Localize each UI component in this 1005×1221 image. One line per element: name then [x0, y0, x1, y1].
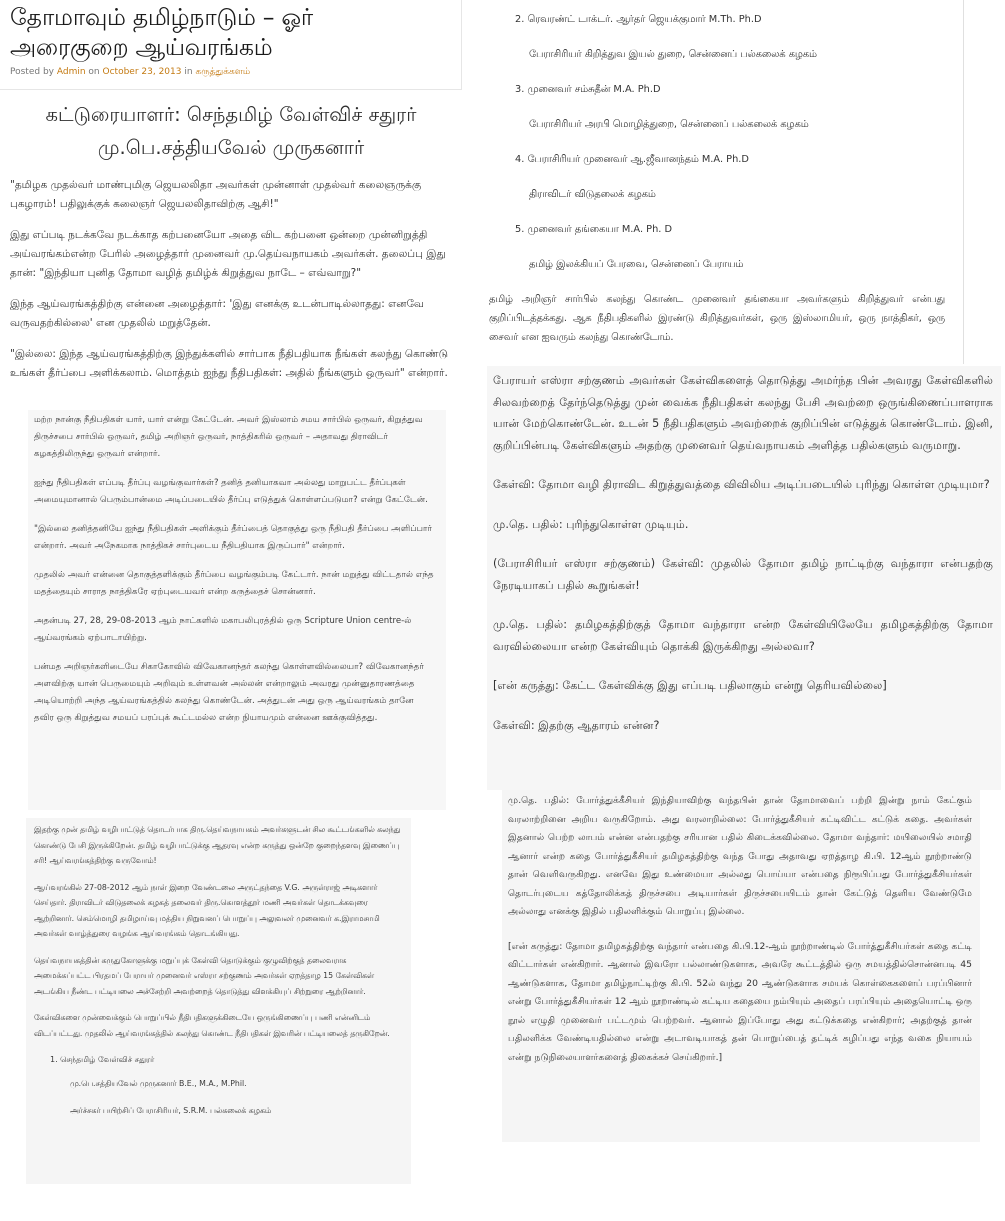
judge-list-detail: தமிழ் இலக்கியப் பேரவை, சென்னைப் பேராயம் [529, 259, 744, 270]
judge-list-item: 1. செந்தமிழ் வேள்விச் சதுரர் [50, 1055, 155, 1064]
answer: மு.தெ. பதில்: புரிந்துகொள்ள முடியும். [493, 517, 689, 531]
paragraph: இந்த ஆய்வரங்கத்திற்கு என்னை அழைத்தார்: 'இது எனக்கு உடன்பாடில்லாதது: எனவே வருவதற்கில்லை' என முதலில் மறுத்தேன். [10, 298, 424, 329]
paragraph: ஆய்வரங்கில் 27-08-2012 ஆம் நாள் இறை வேண்டலை அருட்தந்தை V.G. அருள்ராஜ் அடிகளார் செய்தார். திராவிடர் விடுதலைக் கழகத் தலைவர் திரு.கொளத்தூர் மணி அவர்கள் தொடக்கவுரை ஆற்றினார். செம்மொழி தமிழாய்வு மத்திய நிறுவனப் பொறுப்பு அலுவலர் முனைவர் க.இராமசாமி அவர்கள் வாழ்த்துரை வழங்க ஆய்வரங்கம் தொடங்கியது. [34, 882, 380, 938]
paragraph: கேள்விகளை முன்வைக்கும் பொறுப்பில் நீதிபதிகளுக்கிடையே ஒருங்கிணைப்பு பணி என்னிடம் விடப்பட்டது. முதலில் ஆய்வரங்கத்தில் கலந்து கொண்ட நீதிபதிகள் இவரின் பட்டியலைத் தருகிறேன். [34, 1013, 390, 1038]
paragraph: பேராயர் எஸ்ரா சற்குணம் அவர்கள் கேள்விகளைத் தொடுத்து அமர்ந்த பின் அவரது கேள்விகளில் சிலவற்றைத் தேர்ந்தெடுத்து முன் வைக்க நீதிபதிகள் கலந்து பேசி அவற்றை ஒருங்கிணைப்பாளராக யான் மேற்கொண்டேன். உடன் 5 நீதிபதிகளும் அவற்றைக் குறிப்பின் எடுத்துக் கொண்டோம். இனி, குறிப்பின்படி கேள்விகளும் அதற்கு முனைவர் தெய்வநாயகம் அளித்த பதில்களும் வருமாறு. [493, 374, 993, 452]
author-heading-line2: மு.பெ.சத்தியவேல் முருகனார் [97, 136, 365, 159]
judge-list-item: 4. பேராசிரியர் முனைவர் ஆ.ஜீவானந்தம் M.A. Ph.D [515, 154, 749, 165]
post-header [0, 0, 462, 90]
article-section-judges [28, 410, 446, 810]
judge-list-detail: பேராசிரியர் அரபி மொழித்துறை, சென்னைப் பல்கலைக் கழகம் [529, 119, 809, 130]
paragraph: முதலில் அவர் என்னை தொகுத்தளிக்கும் தீர்ப்பை வழங்கும்படி கேட்டார். நான் மறுத்து விட்டதால் எந்த மதத்தையும் சாராத நாத்திகரே ஏற்புடையவர் என்ற கருத்தைச் சொன்னார். [34, 570, 434, 597]
meta-on: on [88, 67, 100, 77]
article-section-answer [502, 790, 980, 1142]
paragraph: தெய்வநாயகத்தின் கருதுகோளுக்கு மறுப்புக் கேள்வி தொடுக்கும் குழுவிற்குத் தலைவராக அமைக்கப்பட்ட பிரதமப் பேராயர் முனைவர் எஸ்ரா சற்குணம் அவர்கள் ஏறத்தாழ 15 கேள்விகள் அடங்கிய நீண்ட பட்டியலை அச்சேற்றி அவற்றைத் தொடுத்து விளக்கியுப் சிற்றுரை ஆற்றினார். [34, 955, 374, 996]
answer: மு.தெ. பதில்: போர்த்துக்கீசியர் இந்தியாவிற்கு வந்தபின் தான் தோமாவைப் பற்றி இன்று நாம் கேட்கும் வரலாற்றினை அறிய வருகிறோம். அது வரலாறில்லை: போர்த்துகீசியர் கட்டிவிட்ட கட்டுக் கதை. அவர்கள் இதனால் பெற்ற லாபம் என்ன என்பதற்கு சரியான பதில் கிடைக்கவில்லை. தோமா வந்தார்: மயிலையில் சமாதி ஆனார் என்ற கதை போர்த்துகீசியர் தமிழகத்திற்கு வந்த போது அதாவது ஏறத்தாழ கி.பி. 12ஆம் நூற்றாண்டு தான் வெளிவருகிறது. எனவே இது உண்மையா அல்லது பொய்யா என்பதை நிரூபிப்பது போர்த்துகீசியர்கள் தொடர்புடைய கத்தோலிக்கத் திருச்சபை அடியார்கள் திருச்சபையிடம் தான் கேட்டுத் தெளிய வேண்டுமே அல்லாது எனக்கு இதில் பதிலளிக்கும் பொறுப்பு இல்லை. [508, 795, 972, 917]
article-intro [2, 94, 458, 406]
meta-in: in [184, 67, 193, 77]
date-link[interactable]: October 23, 2013 [102, 67, 182, 77]
meta-posted-by: Posted by [10, 67, 54, 77]
post-meta [10, 67, 451, 78]
paragraph: பன்மத அறிஞர்களிடையே சிகாகோவில் விவேகானந்தர் கலந்து கொள்ளவில்லையா? விவேகானந்தர் அளவிற்கு யான் பெருமையும் அறிவும் உள்ளவன் அல்லன் என்றாலும் அவரது முன்னுதாரணத்தை அடியொற்றி அந்த ஆய்வரங்கத்தில் கலந்து கொண்டேன். அத்துடன் அது ஒரு ஆய்வரங்கம் தானே தவிர ஒரு கிறுத்துவ சமயப் பரப்புக் கூட்டமல்ல என்ற நியாயமும் என்னை ஊக்குவித்தது. [34, 662, 424, 723]
judge-list-item: 2. ரெவரண்ட் டாக்டர். ஆர்தர் ஜெயக்குமார் M.Th. Ph.D [515, 14, 762, 25]
paragraph: மற்ற நான்கு நீதிபதிகள் யார், யார் என்று கேட்டேன். அவர் இஸ்லாம் சமய சார்பில் ஒருவர், கிறுத்துவ திருச்சபை சார்பில் ஒருவர், தமிழ் அறிஞர் ஒருவர், நாத்திகரில் ஒருவர் – அதாவது திராவிடர் கழகத்திலிருந்து ஒருவர் என்றார். [34, 415, 423, 459]
judge-list-detail: அர்ச்சகர் பயிற்சிப் பேராசிரியர், S.R.M. பல்கலைக் கழகம் [70, 1106, 272, 1115]
judge-list-detail: பேராசிரியர் கிறித்துவ இயல் துறை, சென்னைப் பல்கலைக் கழகம் [529, 49, 817, 60]
paragraph: தமிழ் அறிஞர் சார்பில் கலந்து கொண்ட முனைவர் தங்கையா அவர்களும் கிறித்துவர் என்பது குறிப்பிடத்தக்கது. ஆக நீதிபதிகளில் இரண்டு கிறித்துவர்கள், ஒரு இஸ்லாமியர், ஒரு நாத்திகர், ஒரு சைவர் என ஐவரும் கலந்து கொண்டோம். [489, 294, 945, 343]
article-section-questions [487, 366, 1001, 790]
judge-list-detail: மு.பெ.சத்தியவேல் முருகனார் B.E., M.A., M.Phil. [70, 1078, 247, 1088]
author-link[interactable]: Admin [56, 67, 86, 77]
paragraph: "இல்லை: இந்த ஆய்வரங்கத்திற்கு இந்துக்களில் சார்பாக நீதிபதியாக நீங்கள் கலந்து கொண்டு உங்கள் தீர்ப்பை அளிக்கலாம். மொத்தம் ஐந்து நீதிபதிகள்: அதில் நீங்களும் ஒருவர்" என்றார். [10, 348, 449, 379]
paragraph: "தமிழக முதல்வர் மாண்புமிகு ஜெயலலிதா அவர்கள் முன்னாள் முதல்வர் கலைஞருக்கு புகழாரம்! பதிலுக்குக் கலைஞர் ஜெயலலிதாவிற்கு ஆசி!" [10, 179, 422, 210]
paragraph: "இல்லை தனித்தனியே ஐந்து நீதிபதிகள் அளிக்கும் தீர்ப்பைத் தொகுத்து ஒரு நீதிபதி தீர்ப்பை அளிப்பார் என்றார். அவர் அநேகமாக நாத்திகச் சார்புடைய நீதிபதியாக இருப்பார்" என்றார். [34, 524, 432, 551]
paragraph: இது எப்படி நடக்கவே நடக்காத கற்பனையோ அதை விட கற்பனை ஒன்றை முன்னிறுத்தி அய்வரங்கம்என்ற பேரில் அழைத்தார் முனைவர் மு.தெய்வநாயகம் அவர்கள். தலைப்பு இது தான்: "இந்தியா புனித தோமா வழித் தமிழ்க் கிறுத்துவ நாடே – எவ்வாறு?" [10, 229, 446, 279]
paragraph: அதன்படி 27, 28, 29-08-2013 ஆம் நாட்களில் மகாபலிபுரத்தில் ஒரு Scripture Union centre-ல் ஆய்வரங்கம் ஏற்பாடாயிற்று. [34, 616, 412, 643]
question: (பேராசிரியர் எஸ்ரா சற்குணம்) கேள்வி: முதலில் தோமா தமிழ் நாட்டிற்கு வந்தாரா என்பதற்கு நேரடியாகப் பதில் கூறுங்கள்! [493, 557, 993, 592]
judge-list-item: 5. முனைவர் தங்கையா M.A. Ph. D [515, 224, 673, 235]
answer: மு.தெ. பதில்: தமிழகத்திற்குத் தோமா வந்தாரா என்ற கேள்வியிலேயே தமிழகத்திற்கு தோமா வரவில்லையா என்ற கேள்வியும் தொக்கி இருக்கிறது அல்லவா? [493, 618, 993, 653]
author-heading-line1: கட்டுரையாளர்: செந்தமிழ் வேள்விச் சதுரர் [45, 103, 417, 126]
paragraph: ஐந்து நீதிபதிகள் எப்படி தீர்ப்பு வழங்குவார்கள்? தனித் தனியாகவா அல்லது மாறுபட்ட தீர்ப்புகள் அமையுமானால் பெரும்பான்மை அடிப்படையில் தீர்ப்பு எடுத்துக் கொள்ளப்படுமா? என்று கேட்டேன். [34, 478, 428, 505]
article-section-opening [26, 818, 411, 1184]
comment: [என் கருத்து: கேட்ட கேள்விக்கு இது எப்படி பதிலாகும் என்று தெரியவில்லை] [493, 679, 887, 692]
judge-list [483, 0, 964, 364]
judge-list-item: 3. முனைவர் சம்சுதீன் M.A. Ph.D [515, 84, 661, 95]
paragraph: இதற்கு முன் தமிழ் வழிபாட்டுத் தொடர்பாக திரு.தெய்வநாயகம் அவர்களுடன் சில கூட்டங்களில் கலந்து கொண்டு பேசி இருக்கிறேன். தமிழ் வழிபாட்டுக்கு ஆதரவு என்ற கருத்து ஒன்றே குறைந்தளவு இணைப்பு சரி! ஆய்வரங்கத்திற்கு வருவோம்! [34, 825, 401, 865]
comment: [என் கருத்து: தோமா தமிழகத்திற்கு வந்தார் என்பதை கி.பி.12-ஆம் நூற்றாண்டில் போர்த்துகீசியர்கள் கதை கட்டி விட்டார்கள் என்கிறார். ஆனால் இவரோ பல்லாண்டுகளாக, அவரே கூட்டத்தில் ஒரு சமயத்தில்சொன்னபடி 45 ஆண்டுகளாக, தோமா தமிழ்நாட்டிற்கு கி.பி. 52ல் வந்து 20 ஆண்டுகளாக சமயக் கொள்கைகளைப் பரப்பினார் என்று போர்த்துகீசியர்கள் 12 ஆம் நூறாண்டில் கட்டிய கதையை நம்பியும் அதைப் பரப்பியும் அதையொட்டி ஒரு நூல் எழுதி முனைவர் பட்டமும் பெற்றவர். ஆனால் இப்போது அது கட்டுக்கதை என்கிறார்; அதற்குத் தான் பதிலளிக்க வேண்டியதில்லை என்று அடாவடியாகத் தன் பொறுப்பைத் தட்டிக் கழிப்பது எந்த வகை நியாயம் என்று நடுநிலையாளர்களைத் திகைக்கச் செய்கிறார்.] [508, 940, 972, 1063]
post-title-line1: தோமாவும் தமிழ்நாடும் – ஓர் [10, 3, 313, 31]
judge-list-detail: திராவிடர் விடுதலைக் கழகம் [529, 189, 656, 200]
post-title-line2: அரைகுறை ஆய்வரங்கம் [10, 33, 273, 61]
author-heading [10, 98, 452, 164]
category-link[interactable]: கருத்துக்களம் [195, 67, 251, 77]
post-title [10, 2, 451, 62]
question: கேள்வி: தோமா வழி திராவிட கிறுத்துவத்தை விவிலிய அடிப்படையில் புரிந்து கொள்ள முடியுமா? [493, 478, 990, 491]
question: கேள்வி: இதற்கு ஆதாரம் என்ன? [493, 718, 660, 732]
